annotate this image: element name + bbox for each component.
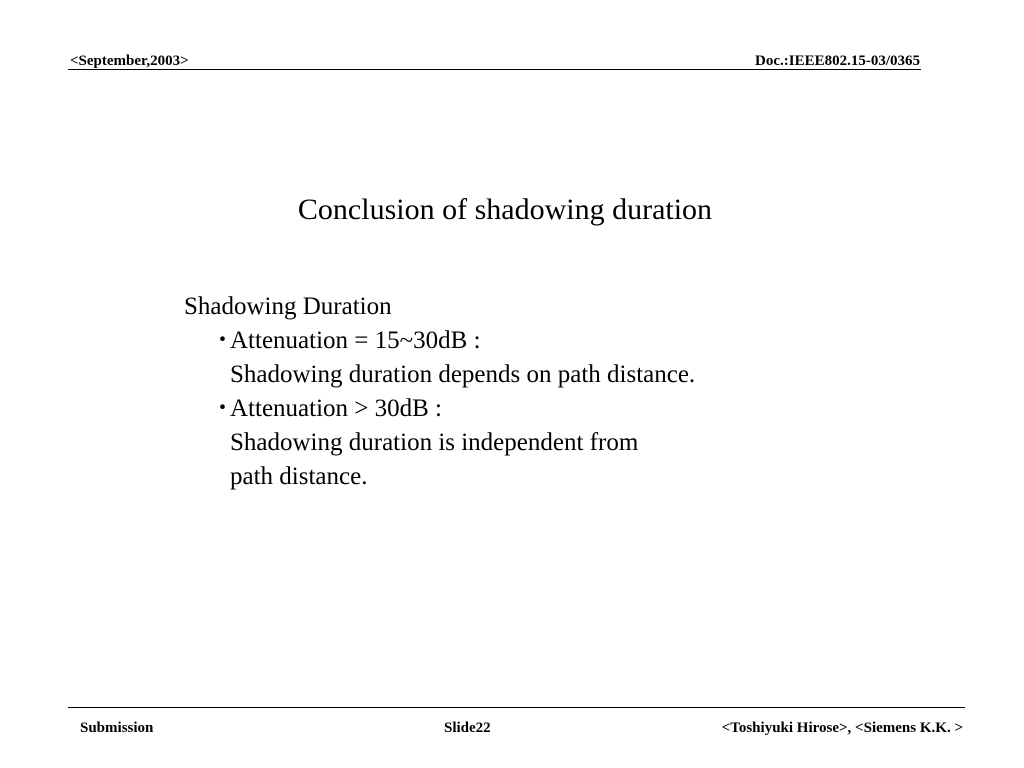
header-rule xyxy=(68,69,921,70)
bullet-label: Attenuation = 15~30dB : xyxy=(230,327,481,354)
footer-submission: Submission xyxy=(80,720,154,736)
bullet-text: Shadowing duration depends on path distance. xyxy=(230,361,696,388)
bullet-marker: ・ xyxy=(210,327,236,354)
header-doc-id: Doc.:IEEE802.15-03/0365 xyxy=(755,53,920,69)
footer-slide-number: Slide22 xyxy=(444,720,491,736)
slide-title: Conclusion of shadowing duration xyxy=(297,193,713,226)
bullet-text: path distance. xyxy=(230,463,368,490)
bullet-text: Shadowing duration is independent from xyxy=(230,429,639,456)
footer-author: <Toshiyuki Hirose>, <Siemens K.K. > xyxy=(721,720,963,736)
header-date: <September,2003> xyxy=(70,53,189,69)
bullet-item-2 xyxy=(184,392,695,426)
bullet-label: Attenuation > 30dB : xyxy=(230,395,442,422)
bullet-item-1 xyxy=(184,324,695,358)
slide-body xyxy=(184,290,695,494)
footer-rule xyxy=(68,707,965,708)
body-heading: Shadowing Duration xyxy=(184,293,392,320)
bullet-marker: ・ xyxy=(210,395,236,422)
